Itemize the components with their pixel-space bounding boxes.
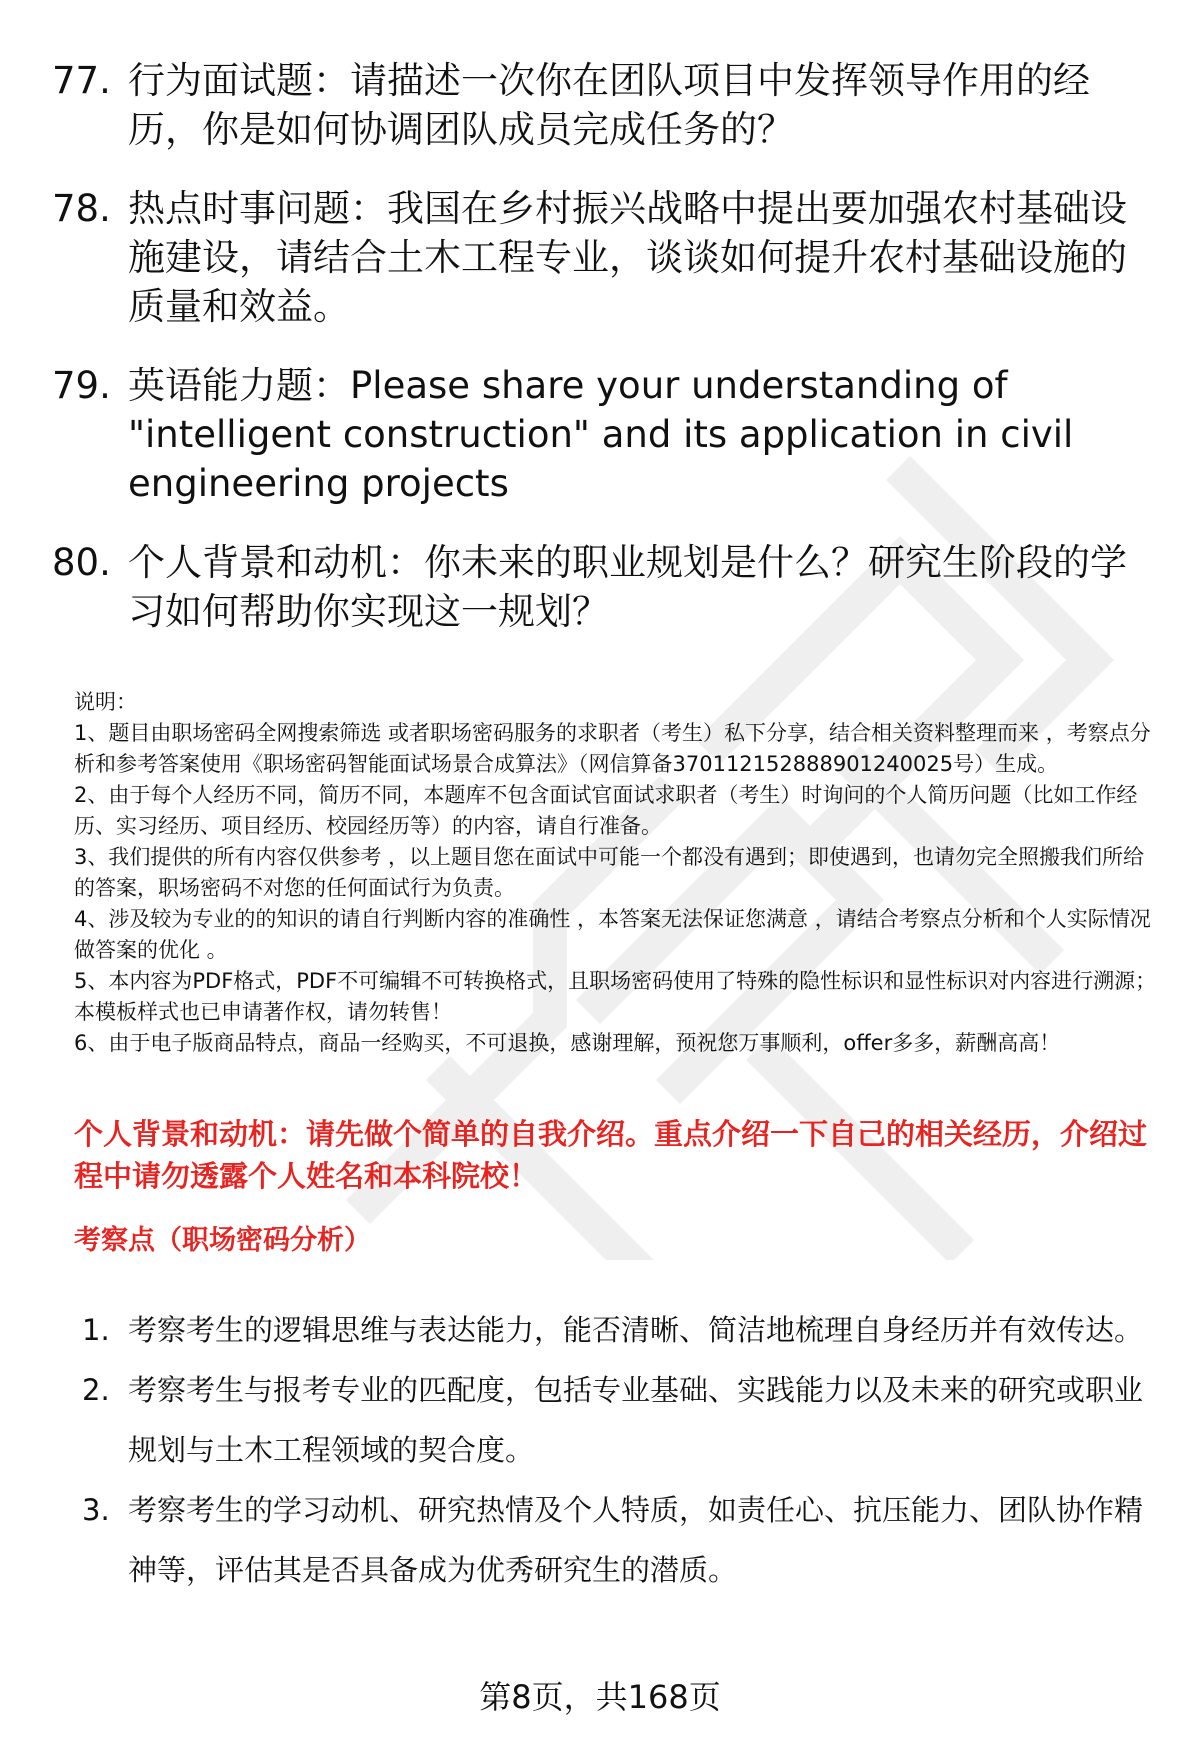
page-number-label: 第8页，共168页 (479, 1678, 721, 1716)
note-item: 6、由于电子版商品特点，商品一经购买，不可退换，感谢理解，预祝您万事顺利，offer多多，薪酬高高！ (74, 1031, 1061, 1055)
point-number: 3. (82, 1493, 110, 1527)
highlight-section (74, 1113, 1164, 1261)
question-number: 78. (52, 187, 111, 230)
assessment-points (82, 1300, 1162, 1600)
point-text: 考察考生的学习动机、研究热情及个人特质，如责任心、抗压能力、团队协作精神等，评估其是否具备成为优秀研究生的潜质。 (128, 1493, 1144, 1587)
question-number: 80. (52, 541, 111, 584)
page-footer (0, 1675, 1200, 1719)
question-number: 79. (52, 364, 111, 407)
point-item (82, 1360, 1162, 1480)
question-text: 热点时事问题：我国在乡村振兴战略中提出要加强农村基础设施建设，请结合土木工程专业，谈谈如何提升农村基础设施的质量和效益。 (128, 187, 1127, 328)
disclaimer-notes (74, 687, 1164, 1059)
question-text: 英语能力题：Please share your understanding of "intelligent construction" and its application in civil engineering projects (128, 364, 1074, 505)
highlight-heading: 个人背景和动机：请先做个简单的自我介绍。重点介绍一下自己的相关经历，介绍过程中请勿透露个人姓名和本科院校！ (74, 1117, 1148, 1193)
note-item: 5、本内容为PDF格式，PDF不可编辑不可转换格式，且职场密码使用了特殊的隐性标识和显性标识对内容进行溯源；本模板样式也已申请著作权，请勿转售！ (74, 969, 1157, 1024)
question-text: 行为面试题：请描述一次你在团队项目中发挥领导作用的经历，你是如何协调团队成员完成任务的？ (128, 59, 1090, 151)
question-item (52, 184, 1152, 331)
point-text: 考察考生的逻辑思维与表达能力，能否清晰、简洁地梳理自身经历并有效传达。 (128, 1313, 1144, 1347)
question-number: 77. (52, 59, 111, 102)
note-item: 1、题目由职场密码全网搜索筛选 或者职场密码服务的求职者（考生）私下分享，结合相关资料整理而来 ，考察点分析和参考答案使用《职场密码智能面试场景合成算法》（网信算备370112152888901240025号）生成。 (74, 721, 1151, 776)
point-item (82, 1300, 1162, 1360)
point-number: 1. (82, 1313, 110, 1347)
note-item: 4、涉及较为专业的的知识的请自行判断内容的准确性 ，本答案无法保证您满意 ，请结合考察点分析和个人实际情况做答案的优化 。 (74, 907, 1151, 962)
question-item (52, 538, 1152, 636)
question-item (52, 361, 1152, 508)
point-item (82, 1480, 1162, 1600)
note-item: 3、我们提供的所有内容仅供参考 ，以上题目您在面试中可能一个都没有遇到；即使遇到，也请勿完全照搬我们所给的答案，职场密码不对您的任何面试行为负责。 (74, 845, 1145, 900)
point-text: 考察考生与报考专业的匹配度，包括专业基础、实践能力以及未来的研究或职业规划与土木工程领域的契合度。 (128, 1373, 1144, 1467)
notes-title: 说明： (74, 690, 137, 714)
highlight-subheading: 考察点（职场密码分析） (74, 1225, 371, 1256)
note-item: 2、由于每个人经历不同，简历不同，本题库不包含面试官面试求职者（考生）时询问的个人简历问题（比如工作经历、实习经历、项目经历、校园经历等）的内容，请自行准备。 (74, 783, 1138, 838)
point-number: 2. (82, 1373, 110, 1407)
question-text: 个人背景和动机：你未来的职业规划是什么？研究生阶段的学习如何帮助你实现这一规划？ (128, 541, 1127, 633)
question-list (52, 56, 1152, 666)
question-item (52, 56, 1152, 154)
